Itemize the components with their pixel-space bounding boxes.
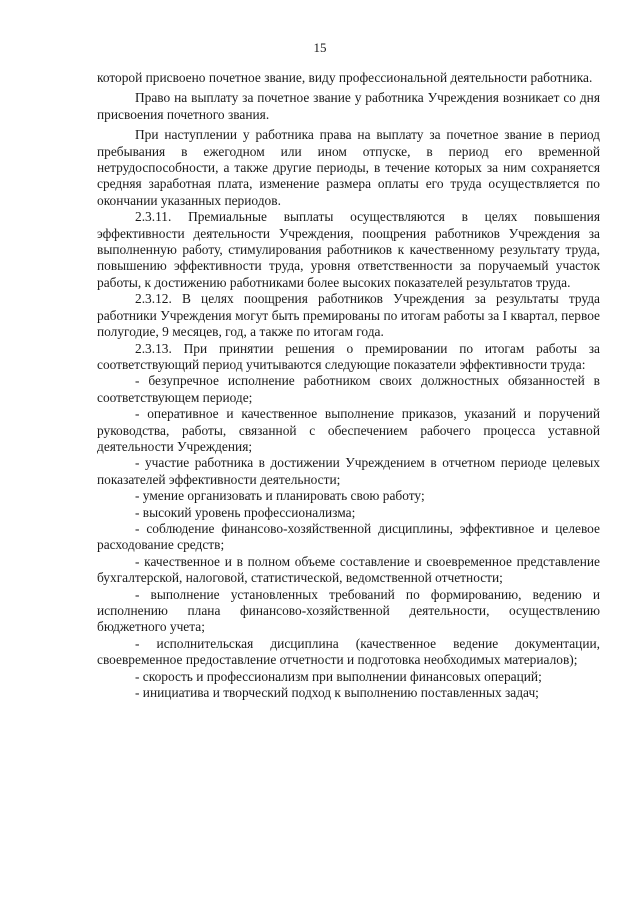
list-item: - оперативное и качественное выполнение приказов, указаний и поручений руководства, работы, связанной с обеспечением рабочего процесса уставной деятельности Учреждения; bbox=[97, 406, 600, 454]
list-item: - умение организовать и планировать свою работу; bbox=[135, 488, 425, 504]
list-item: - соблюдение финансово-хозяйственной дисциплины, эффективное и целевое расходование средств; bbox=[97, 520, 600, 553]
paragraph: Право на выплату за почетное звание у работника Учреждения возникает со дня присвоения почетного звания. bbox=[97, 90, 600, 122]
paragraph: 2.3.13. При принятии решения о премировании по итогам работы за соответствующий период учитываются следующие показатели эффективности труда: bbox=[97, 340, 600, 372]
list-item: - исполнительская дисциплина (качественное ведение документации, своевременное предоставление отчетности и подготовка необходимых материалов); bbox=[97, 635, 600, 668]
list-item: - инициатива и творческий подход к выполнению поставленных задач; bbox=[135, 685, 539, 701]
list-item: - скорость и профессионализм при выполнении финансовых операций; bbox=[135, 668, 542, 684]
paragraph: 2.3.12. В целях поощрения работников Учреждения за результаты труда работники Учреждения могут быть премированы по итогам работы за I квартал, первое полугодие, 9 месяцев, год, а также по итогам года. bbox=[97, 291, 600, 340]
document-body bbox=[97, 70, 600, 701]
page-number: 15 bbox=[313, 40, 327, 55]
list-item: - высокий уровень профессионализма; bbox=[135, 504, 356, 520]
paragraph: 2.3.11. Премиальные выплаты осуществляются в целях повышения эффективности деятельности Учреждения, поощрения работников Учреждения за выполненную работу, стимулирования работников к качественному результату труда, повышению эффективности труда, уровня ответственности за поручаемый участок работы, к достижению работниками более высоких показателей результатов труда. bbox=[97, 209, 600, 290]
list-item: - выполнение установленных требований по формированию, ведению и исполнению плана финансово-хозяйственной деятельности, осуществлению бюджетного учета; bbox=[97, 586, 600, 635]
list-item: - качественное и в полном объеме составление и своевременное представление бухгалтерской, налоговой, статистической, ведомственной отчетности; bbox=[97, 553, 600, 586]
list-item: - участие работника в достижении Учреждением в отчетном периоде целевых показателей эффективности деятельности; bbox=[97, 455, 600, 487]
list-item: - безупречное исполнение работником своих должностных обязанностей в соответствующем периоде; bbox=[97, 373, 600, 405]
paragraph: которой присвоено почетное звание, виду профессиональной деятельности работника. bbox=[97, 70, 593, 85]
paragraph: При наступлении у работника права на выплату за почетное звание в период пребывания в ежегодном или ином отпуске, в период его временной нетрудоспособности, а также другие периоды, в течение которых за ним сохраняется средняя заработная плата, изменение размера оплаты его труда осуществляется по окончании указанных периодов. bbox=[97, 127, 600, 208]
